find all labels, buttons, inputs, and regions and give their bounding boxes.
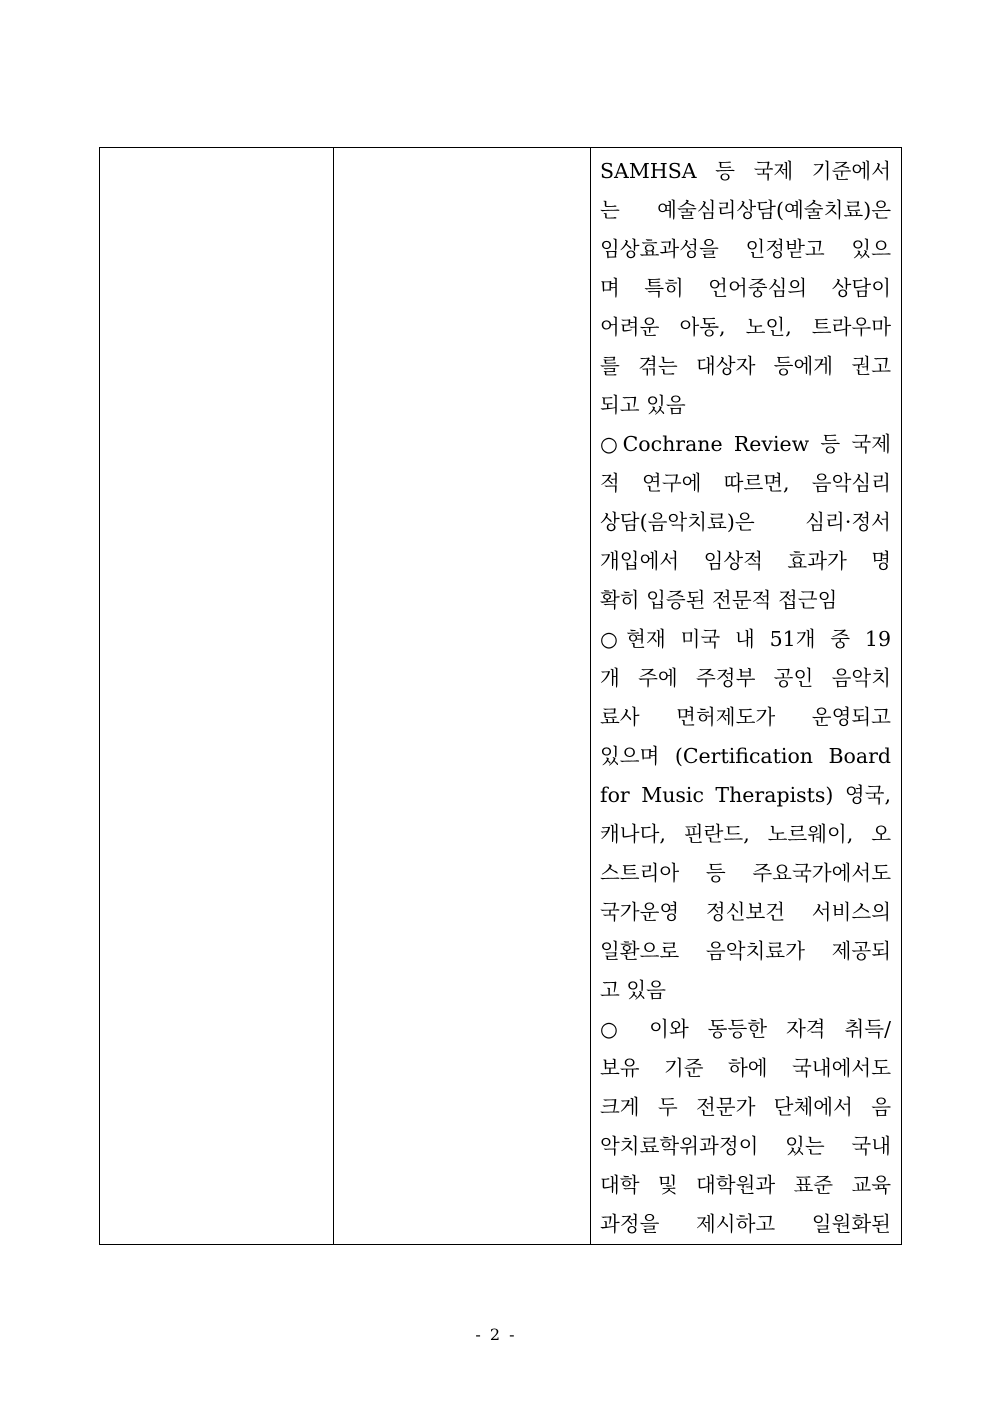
text-line: 있으며 (Certification Board bbox=[600, 744, 891, 768]
text-line: 는 예술심리상담(예술치료)은 bbox=[600, 198, 891, 222]
text-line: 료사 면허제도가 운영되고 bbox=[600, 705, 891, 729]
text-line: 어려운 아동, 노인, 트라우마 bbox=[600, 315, 891, 339]
cell-text bbox=[334, 148, 590, 152]
text-line: 며 특히 언어중심의 상담이 bbox=[600, 276, 891, 300]
cell-text bbox=[100, 148, 333, 152]
text-line: 대학 및 대학원과 표준 교육 bbox=[600, 1173, 891, 1197]
text-line: 과정을 제시하고 일원화된 bbox=[600, 1212, 891, 1236]
page-number: - 2 - bbox=[475, 1325, 517, 1344]
table-cell-column-3 bbox=[591, 148, 902, 1245]
text-line: 크게 두 전문가 단체에서 음 bbox=[600, 1095, 891, 1119]
text-line: ○ 이와 동등한 자격 취득/ bbox=[600, 1017, 891, 1041]
text-line: 적 연구에 따르면, 음악심리 bbox=[600, 471, 891, 495]
cell-paragraph bbox=[591, 148, 901, 1244]
text-line: 고 있음 bbox=[600, 978, 666, 1002]
text-line: 되고 있음 bbox=[600, 393, 686, 417]
text-line: 개입에서 임상적 효과가 명 bbox=[600, 549, 891, 573]
text-line: 국가운영 정신보건 서비스의 bbox=[600, 900, 891, 924]
text-line: 상담(음악치료)은 심리·정서 bbox=[600, 510, 891, 534]
table-cell-column-2 bbox=[334, 148, 591, 1245]
text-line: ○Cochrane Review 등 국제 bbox=[600, 432, 891, 456]
text-line: 임상효과성을 인정받고 있으 bbox=[600, 237, 891, 261]
text-line: for Music Therapists) 영국, bbox=[600, 783, 891, 807]
content-table bbox=[99, 147, 902, 1245]
text-line: 보유 기준 하에 국내에서도 bbox=[600, 1056, 891, 1080]
text-line: 를 겪는 대상자 등에게 권고 bbox=[600, 354, 891, 378]
text-line: 확히 입증된 전문적 접근임 bbox=[600, 588, 838, 612]
text-line: 개 주에 주정부 공인 음악치 bbox=[600, 666, 891, 690]
text-line: 일환으로 음악치료가 제공되 bbox=[600, 939, 891, 963]
text-line: 캐나다, 핀란드, 노르웨이, 오 bbox=[600, 822, 891, 846]
table-cell-column-1 bbox=[100, 148, 334, 1245]
table-row bbox=[100, 148, 902, 1245]
text-line: 악치료학위과정이 있는 국내 bbox=[600, 1134, 891, 1158]
text-line: ○현재 미국 내 51개 중 19 bbox=[600, 627, 891, 651]
text-line: SAMHSA 등 국제 기준에서 bbox=[600, 159, 891, 183]
text-line: 스트리아 등 주요국가에서도 bbox=[600, 861, 891, 885]
